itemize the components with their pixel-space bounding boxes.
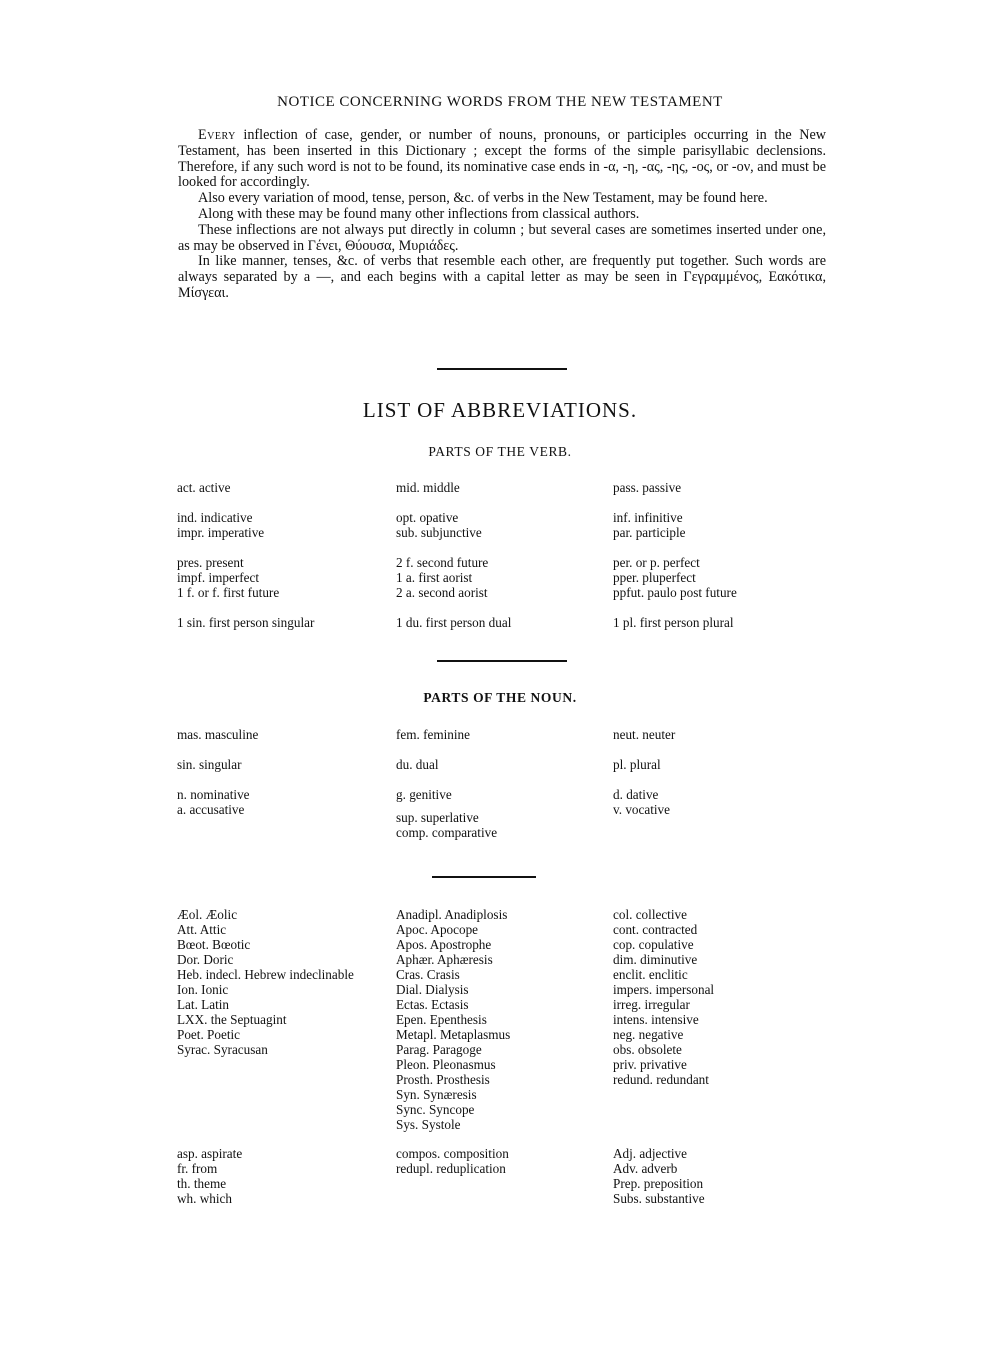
notice-text	[178, 128, 826, 302]
abbr-entry: Cras. Crasis	[396, 967, 460, 982]
abbr-entry: per. or p. perfect	[613, 555, 700, 570]
abbr-entry: mas. masculine	[177, 727, 259, 742]
abbr-entry: Lat. Latin	[177, 997, 229, 1012]
abbr-entry: cop. copulative	[613, 937, 694, 952]
abbr-entry: ind. indicative	[177, 510, 253, 525]
notice-paragraph-1-body: inflection of case, gender, or number of nouns, pronouns, or participles occurring in the New Testament, has been inserted in this Dictionary ; except the forms of the simple parisyllabic declensions. Therefore, if any such word is not to be found, its nominative case ends in -α, -η, -ας, -ης, -ος, or -ον, and must be looked for accordingly.	[178, 127, 826, 191]
noun-column-2	[396, 727, 497, 840]
notice-paragraph-3: Along with these may be found many other inflections from classical authors.	[198, 205, 640, 222]
abbr-entry: fem. feminine	[396, 727, 470, 742]
abbr-entry: neg. negative	[613, 1027, 684, 1042]
abbr-entry: priv. privative	[613, 1057, 687, 1072]
abbr-entry: Metapl. Metaplasmus	[396, 1027, 511, 1042]
abbr-entry: Dial. Dialysis	[396, 982, 469, 997]
abbr-entry: sup. superlative	[396, 810, 479, 825]
abbr-entry: col. collective	[613, 907, 687, 922]
abbr-entry: Bœot. Bœotic	[177, 937, 251, 952]
abbr-entry: impers. impersonal	[613, 982, 715, 997]
verb-column-2	[396, 480, 511, 630]
abbr-entry: Prep. preposition	[613, 1176, 704, 1191]
abbr-entry: Att. Attic	[177, 922, 227, 937]
abbr-entry: Sync. Syncope	[396, 1102, 475, 1117]
abbr-entry: Adj. adjective	[613, 1146, 687, 1161]
verb-column-3	[613, 480, 737, 630]
notice-paragraph-5: In like manner, tenses, &c. of verbs that resemble each other, are frequently put together. Such words are always separated by a —, and each begins with a capital letter as may be seen in Γεγραμμένος, Εακότικα, Μίσγεαι.	[178, 253, 826, 301]
abbr-entry: ppfut. paulo post future	[613, 585, 737, 600]
abbr-entry: 1 sin. first person singular	[177, 615, 315, 630]
verb-heading: PARTS OF THE VERB.	[428, 444, 572, 459]
abbr-entry: Dor. Doric	[177, 952, 234, 967]
abbr-entry: du. dual	[396, 757, 439, 772]
noun-column-1	[177, 727, 258, 817]
abbr-entry: Apos. Apostrophe	[396, 937, 492, 952]
abbr-entry: comp. comparative	[396, 825, 498, 840]
abbr-entry: redund. redundant	[613, 1072, 709, 1087]
abbr-entry: fr. from	[177, 1161, 218, 1176]
abbr-entry: th. theme	[177, 1176, 227, 1191]
abbreviations-title: LIST OF ABBREVIATIONS.	[362, 398, 638, 422]
abbr-entry: enclit. enclitic	[613, 967, 688, 982]
abbr-entry: 2 f. second future	[396, 555, 489, 570]
abbr-entry: Adv. adverb	[613, 1161, 678, 1176]
abbr-entry: pass. passive	[613, 480, 682, 495]
abbr-entry: irreg. irregular	[613, 997, 690, 1012]
abbr-entry: opt. opative	[396, 510, 459, 525]
abbr-entry: pres. present	[177, 555, 244, 570]
final-column-2	[396, 1146, 509, 1176]
abbr-entry: n. nominative	[177, 787, 250, 802]
abbr-entry: Prosth. Prosthesis	[396, 1072, 490, 1087]
abbr-entry: pper. pluperfect	[613, 570, 696, 585]
abbr-entry: a. accusative	[177, 802, 245, 817]
abbr-entry: Poet. Poetic	[177, 1027, 241, 1042]
abbr-entry: Syn. Synæresis	[396, 1087, 477, 1102]
abbr-entry: pl. plural	[613, 757, 661, 772]
abbr-entry: Epen. Epenthesis	[396, 1012, 487, 1027]
abbr-entry: g. genitive	[396, 787, 452, 802]
notice-lead-word: Every	[198, 127, 236, 143]
abbr-entry: neut. neuter	[613, 727, 676, 742]
notice-paragraph-1	[178, 128, 826, 191]
abbr-entry: sin. singular	[177, 757, 242, 772]
abbr-entry: compos. composition	[396, 1146, 509, 1161]
abbr-entry: intens. intensive	[613, 1012, 699, 1027]
divider-rule	[432, 876, 536, 878]
abbr-entry: sub. subjunctive	[396, 525, 482, 540]
misc-column-3	[613, 907, 714, 1087]
abbr-entry: Heb. indecl. Hebrew indeclinable	[177, 967, 354, 982]
misc-column-2	[396, 907, 510, 1132]
abbr-entry: Apoc. Apocope	[396, 922, 479, 937]
abbr-entry: inf. infinitive	[613, 510, 683, 525]
abbr-entry: 1 du. first person dual	[396, 615, 512, 630]
abbr-entry: dim. diminutive	[613, 952, 698, 967]
abbr-entry: Pleon. Pleonasmus	[396, 1057, 496, 1072]
abbr-entry: 2 a. second aorist	[396, 585, 488, 600]
abbr-entry: Parag. Paragoge	[396, 1042, 482, 1057]
noun-heading: PARTS OF THE NOUN.	[423, 690, 577, 705]
notice-paragraph-4: These inflections are not always put directly in column ; but several cases are sometimes inserted under one, as may be observed in Γένει, Θύουσα, Μυριάδες.	[178, 221, 826, 254]
page-title: NOTICE CONCERNING WORDS FROM THE NEW TESTAMENT	[277, 94, 723, 110]
abbr-entry: LXX. the Septuagint	[177, 1012, 287, 1027]
abbr-entry: 1 pl. first person plural	[613, 615, 734, 630]
abbr-entry: v. vocative	[613, 802, 670, 817]
divider-rule	[437, 368, 567, 370]
abbr-entry: d. dative	[613, 787, 659, 802]
abbr-entry: redupl. reduplication	[396, 1161, 506, 1176]
abbr-entry: 1 f. or f. first future	[177, 585, 280, 600]
abbr-entry: obs. obsolete	[613, 1042, 682, 1057]
abbr-entry: Syrac. Syracusan	[177, 1042, 268, 1057]
abbr-entry: mid. middle	[396, 480, 460, 495]
divider-rule	[437, 660, 567, 662]
abbr-entry: Ion. Ionic	[177, 982, 229, 997]
abbr-entry: Sys. Systole	[396, 1117, 461, 1132]
abbr-entry: asp. aspirate	[177, 1146, 243, 1161]
abbr-entry: impr. imperative	[177, 525, 265, 540]
abbr-entry: impf. imperfect	[177, 570, 260, 585]
abbr-entry: 1 a. first aorist	[396, 570, 473, 585]
final-column-3	[613, 1146, 705, 1206]
abbr-entry: cont. contracted	[613, 922, 698, 937]
final-column-1	[177, 1146, 242, 1206]
abbr-entry: wh. which	[177, 1191, 232, 1206]
abbr-entry: Æol. Æolic	[177, 907, 238, 922]
abbr-entry: Ectas. Ectasis	[396, 997, 469, 1012]
notice-paragraph-2: Also every variation of mood, tense, person, &c. of verbs in the New Testament, may be found here.	[198, 190, 768, 207]
abbr-entry: Subs. substantive	[613, 1191, 705, 1206]
verb-column-1	[177, 480, 314, 630]
abbr-entry: Aphær. Aphæresis	[396, 952, 493, 967]
noun-column-3	[613, 727, 675, 817]
abbr-entry: par. participle	[613, 525, 686, 540]
abbr-entry: act. active	[177, 480, 231, 495]
misc-column-1	[177, 907, 354, 1057]
abbr-entry: Anadipl. Anadiplosis	[396, 907, 508, 922]
